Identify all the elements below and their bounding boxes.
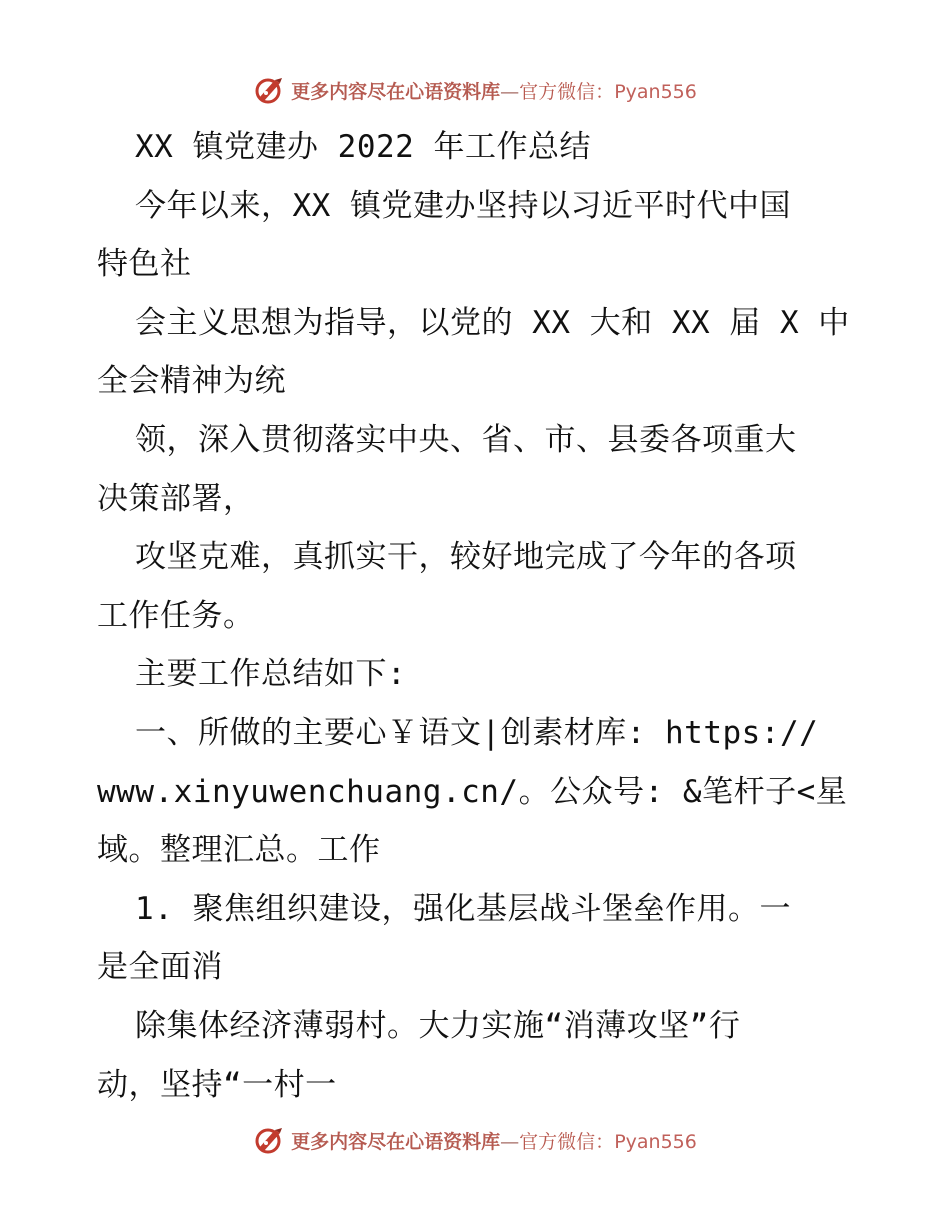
document-title: XX 镇党建办 2022 年工作总结 [135, 129, 591, 165]
paragraph-line: 除集体经济薄弱村。大力实施“消薄攻坚”行 [135, 1007, 741, 1044]
watermark-wechat-label: 官方微信： [519, 80, 615, 103]
paragraph-line: 领，深入贯彻落实中央、省、市、县委各项重大 [135, 421, 797, 458]
footer-watermark [0, 1120, 950, 1160]
watermark-separator: — [500, 1130, 520, 1153]
watermark-text [291, 77, 697, 104]
watermark-wechat-id: Pyan556 [614, 80, 697, 103]
paragraph-line: 今年以来，XX 镇党建办坚持以习近平时代中国 [135, 187, 791, 224]
paragraph-line: 动，坚持“一村一 [97, 1066, 337, 1103]
paragraph-line: 会主义思想为指导，以党的 XX 大和 XX 届 X 中 [135, 304, 850, 341]
watermark-wechat-id: Pyan556 [614, 1130, 697, 1153]
section-intro-line: 主要工作总结如下: [135, 656, 407, 693]
paragraph-line: 攻坚克难，真抓实干，较好地完成了今年的各项 [135, 539, 797, 576]
pen-logo-icon [253, 74, 285, 106]
paragraph-line: 是全面消 [97, 949, 223, 986]
paragraph-line: 1. 聚焦组织建设，强化基层战斗堡垒作用。一 [135, 890, 791, 927]
paragraph-line: 特色社 [97, 246, 192, 283]
watermark-main: 更多内容尽在心语资料库 [291, 80, 501, 103]
paragraph-line: 域。整理汇总。工作 [97, 832, 381, 869]
paragraph-line: 全会精神为统 [97, 363, 286, 400]
paragraph-line: www.xinyuwenchuang.cn/。公众号: &笔杆子<星 [97, 773, 848, 810]
watermark-wechat-label: 官方微信： [519, 1130, 615, 1153]
watermark-separator: — [500, 80, 520, 103]
paragraph-line: 工作任务。 [97, 597, 255, 634]
header-watermark [0, 70, 950, 110]
watermark-main: 更多内容尽在心语资料库 [291, 1130, 501, 1153]
paragraph-line: 决策部署， [97, 480, 255, 517]
section-heading-line: 一、所做的主要心￥语文|创素材库: https:// [135, 714, 819, 751]
document-body [97, 118, 857, 1114]
watermark-text [291, 1127, 697, 1154]
pen-logo-icon [253, 1124, 285, 1156]
